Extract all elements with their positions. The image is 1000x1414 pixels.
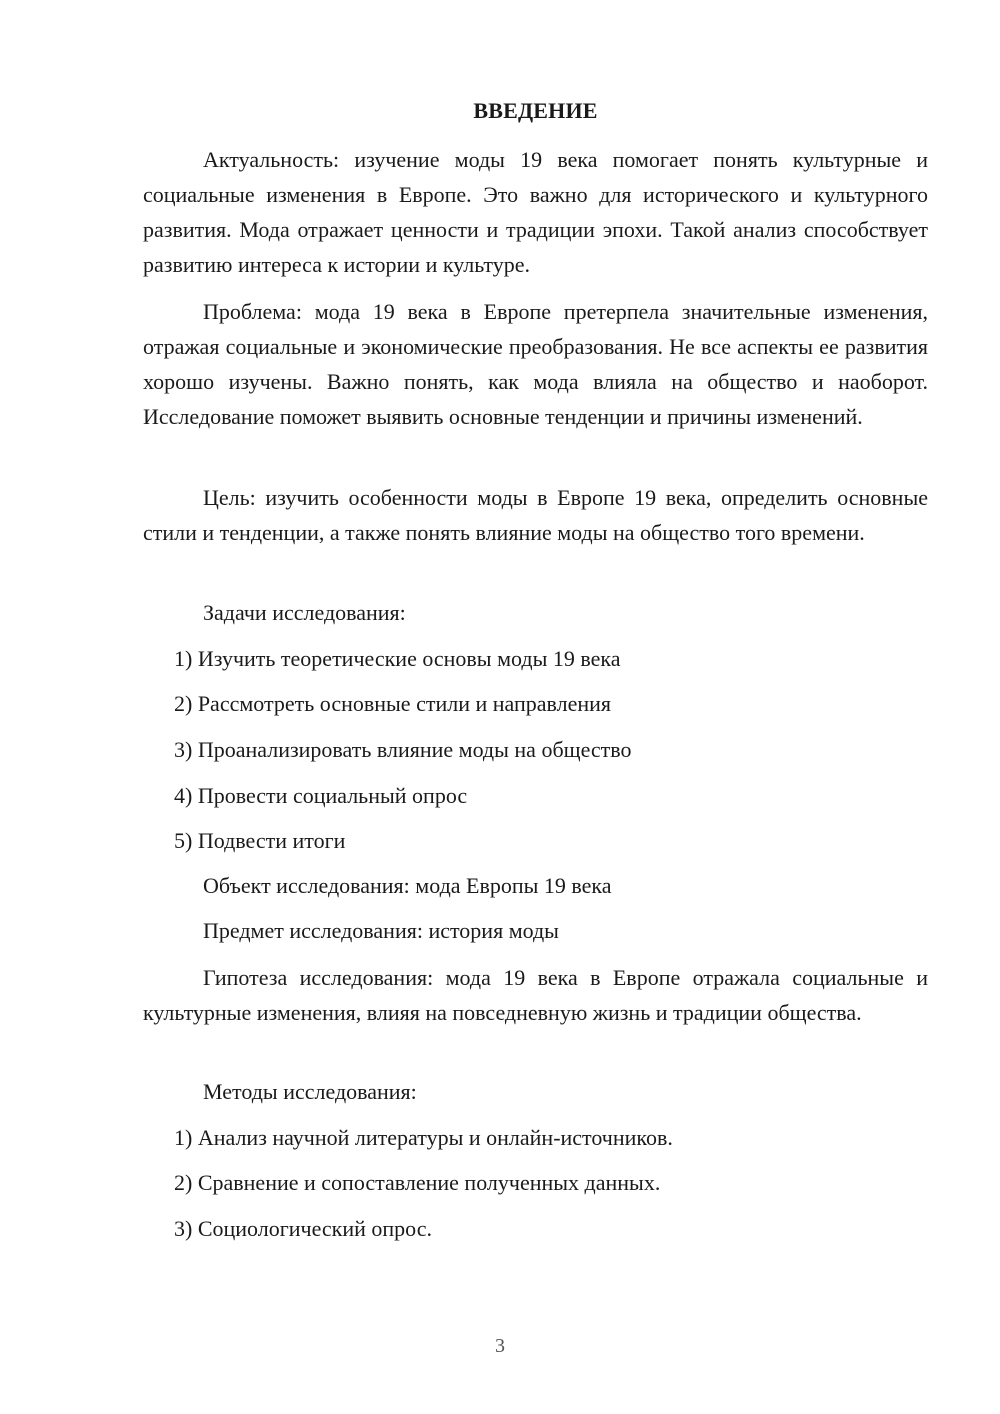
task-item-1: 1) Изучить теоретические основы моды 19 века	[174, 646, 621, 671]
research-subject: Предмет исследования: история моды	[203, 918, 559, 943]
task-item-5: 5) Подвести итоги	[174, 828, 346, 853]
method-item-1: 1) Анализ научной литературы и онлайн-источников.	[174, 1125, 673, 1150]
task-item-4: 4) Провести социальный опрос	[174, 783, 468, 808]
hypothesis-paragraph: Гипотеза исследования: мода 19 века в Европе отражала социальные и культурные изменения, влияя на повседневную жизнь и традиции общества.	[143, 965, 928, 1025]
task-item-2: 2) Рассмотреть основные стили и направления	[174, 691, 612, 716]
problem-paragraph: Проблема: мода 19 века в Европе претерпела значительные изменения, отражая социальные и экономические преобразования. Не все аспекты ее развития хорошо изучены. Важно понять, как мода влияла на общество и наоборот. Исследование поможет выявить основные тенденции и причины изменений.	[143, 299, 928, 429]
goal-paragraph: Цель: изучить особенности моды в Европе 19 века, определить основные стили и тенденции, а также понять влияние моды на общество того времени.	[143, 485, 928, 545]
method-item-3: 3) Социологический опрос.	[174, 1216, 432, 1241]
research-object: Объект исследования: мода Европы 19 века	[203, 873, 612, 898]
tasks-heading: Задачи исследования:	[203, 600, 406, 625]
page-number: 3	[495, 1335, 505, 1357]
task-item-3: 3) Проанализировать влияние моды на общество	[174, 737, 632, 762]
methods-heading: Методы исследования:	[203, 1079, 417, 1104]
method-item-2: 2) Сравнение и сопоставление полученных данных.	[174, 1170, 661, 1195]
relevance-paragraph: Актуальность: изучение моды 19 века помогает понять культурные и социальные изменения в Европе. Это важно для исторического и культурного развития. Мода отражает ценности и традиции эпохи. Такой анализ способствует развитию интереса к истории и культуре.	[143, 147, 928, 277]
section-heading: ВВЕДЕНИЕ	[473, 98, 598, 123]
